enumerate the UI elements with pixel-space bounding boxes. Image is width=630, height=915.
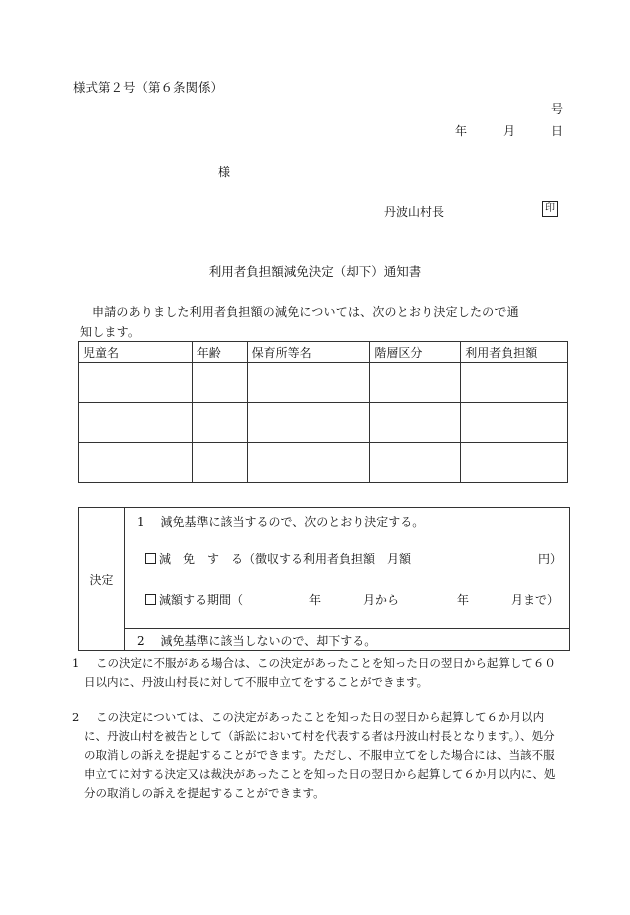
child-info-table [78, 341, 568, 483]
note-number: 1 [72, 656, 80, 670]
date-month: 月 [502, 124, 515, 138]
decision-divider [125, 628, 569, 629]
table-cell[interactable] [79, 443, 193, 483]
body-line-2: 知します。 [80, 325, 141, 339]
form-number: 様式第２号（第６条関係） [73, 80, 224, 95]
note-line: この決定に不服がある場合は、この決定があったことを知った日の翌日から起算して６０ [96, 656, 556, 670]
period-month-2: 月まで） [511, 593, 560, 607]
header-child-name: 児童名 [79, 342, 193, 363]
note-line: 申立てに対する決定又は裁決があったことを知った日の翌日から起算して６か月以内に、処 [84, 767, 556, 781]
table-cell[interactable] [192, 443, 247, 483]
header-age: 年齢 [192, 342, 247, 363]
decision-label: 決定 [79, 508, 125, 650]
table-cell[interactable] [192, 363, 247, 403]
date-day: 日 [550, 124, 563, 138]
reduction-detail: （徴収する利用者負担額 月額 [243, 552, 412, 566]
period-year-1: 年 [309, 593, 322, 607]
table-cell[interactable] [461, 443, 568, 483]
table-cell[interactable] [247, 403, 370, 443]
table-cell[interactable] [370, 443, 461, 483]
note-line: 分の取消しの訴えを提起することができます。 [84, 786, 325, 800]
table-cell[interactable] [247, 443, 370, 483]
table-cell[interactable] [370, 403, 461, 443]
table-cell[interactable] [79, 403, 193, 443]
note-1 [72, 654, 574, 692]
period-checkbox[interactable] [145, 594, 156, 605]
table-row [79, 403, 568, 443]
note-number: 2 [72, 710, 80, 724]
table-cell[interactable] [461, 363, 568, 403]
decision-item-2: 2 減免基準に該当しないので、却下する。 [137, 634, 377, 648]
sender-name: 丹波山村長 [384, 205, 445, 219]
table-cell[interactable] [192, 403, 247, 443]
note-line: の取消しの訴えを提起することができます。ただし、不服申立てをした場合には、当該不服 [84, 748, 555, 762]
note-line: に、丹波山村を被告として（訴訟において村を代表する者は丹波山村長となります。）、処分 [84, 729, 555, 743]
reduction-checkbox[interactable] [145, 553, 156, 564]
body-line-1: 申請のありました利用者負担額の減免については、次のとおり決定したので通 [92, 305, 519, 319]
decision-box [78, 507, 570, 651]
seal-stamp: 印 [542, 201, 558, 217]
table-cell[interactable] [370, 363, 461, 403]
table-row [79, 443, 568, 483]
note-2 [72, 708, 574, 803]
period-year-2: 年 [457, 593, 470, 607]
decision-item-1: 1 減免基準に該当するので、次のとおり決定する。 [137, 515, 425, 529]
body-text [80, 302, 574, 342]
period-label: 減額する期間（ [159, 593, 244, 607]
option-period [145, 591, 243, 608]
reduction-label: 減 免 す る [159, 552, 244, 566]
issue-date [455, 122, 563, 139]
table-row [79, 363, 568, 403]
option-reduction [145, 550, 411, 567]
date-year: 年 [454, 124, 467, 138]
table-header-row [79, 342, 568, 363]
addressee-suffix: 様 [218, 165, 231, 179]
period-month-1: 月から [363, 593, 400, 607]
table-cell[interactable] [247, 363, 370, 403]
table-cell[interactable] [79, 363, 193, 403]
header-facility-name: 保育所等名 [247, 342, 370, 363]
header-bracket: 階層区分 [370, 342, 461, 363]
table-cell[interactable] [461, 403, 568, 443]
header-user-charge: 利用者負担額 [461, 342, 568, 363]
note-line: この決定については、この決定があったことを知った日の翌日から起算して６か月以内 [96, 710, 545, 724]
document-number-label: 号 [550, 102, 563, 116]
note-line: 日以内に、丹波山村長に対して不服申立てをすることができます。 [84, 675, 429, 689]
document-title: 利用者負担額減免決定（却下）通知書 [208, 264, 422, 279]
reduction-unit: 円） [538, 552, 563, 566]
